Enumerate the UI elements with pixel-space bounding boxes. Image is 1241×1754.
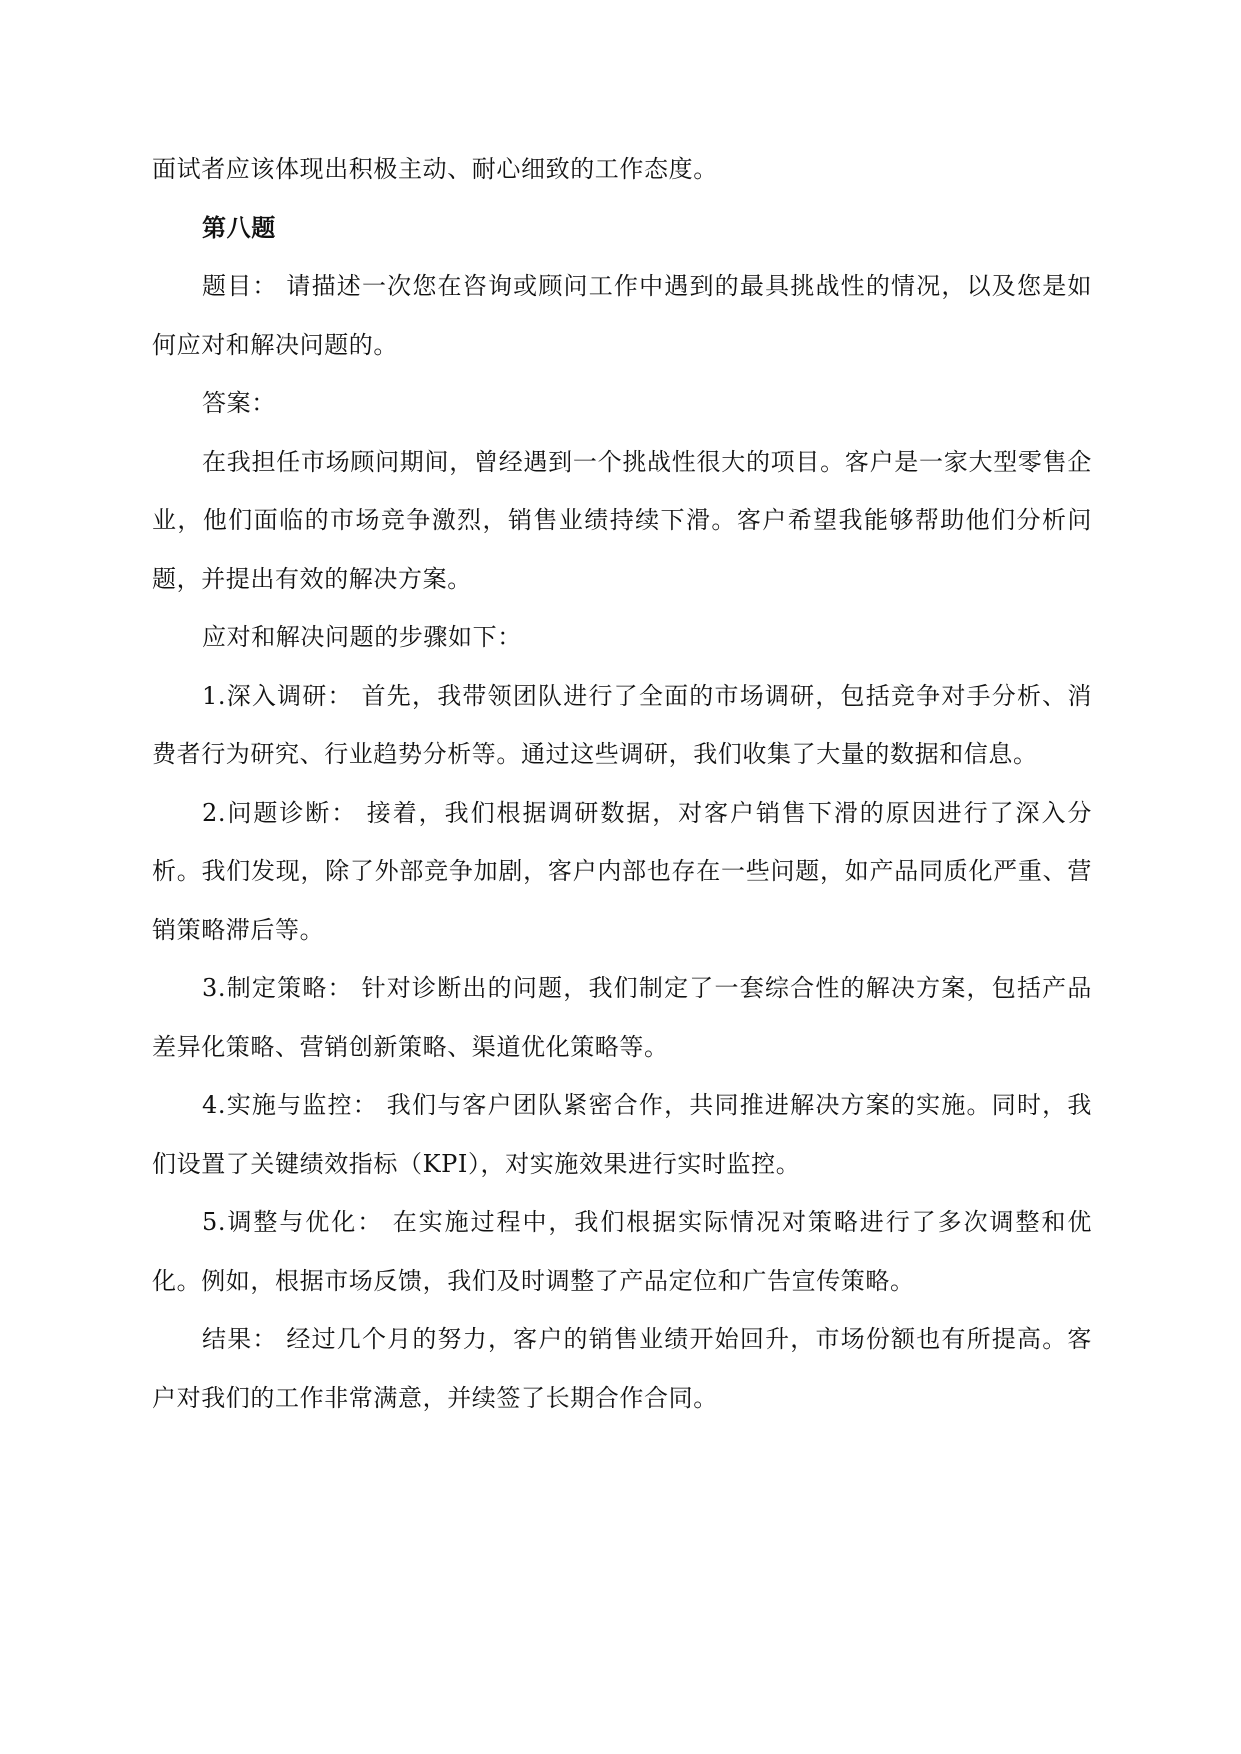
section-heading: 第八题 <box>202 212 276 242</box>
question-paragraph: 题目： 请描述一次您在咨询或顾问工作中遇到的最具挑战性的情况，以及您是如何应对和解决问题的。 <box>152 272 1092 359</box>
step-paragraph-3: 3.制定策略： 针对诊断出的问题，我们制定了一套综合性的解决方案，包括产品差异化策略、营销创新策略、渠道优化策略等。 <box>152 974 1092 1061</box>
carryover-paragraph: 面试者应该体现出积极主动、耐心细致的工作态度。 <box>152 155 718 183</box>
step-paragraph-2: 2.问题诊断： 接着，我们根据调研数据，对客户销售下滑的原因进行了深入分析。我们发现，除了外部竞争加剧，客户内部也存在一些问题，如产品同质化严重、营销策略滞后等。 <box>152 798 1092 944</box>
step-paragraph-1: 1.深入调研： 首先，我带领团队进行了全面的市场调研，包括竞争对手分析、消费者行为研究、行业趋势分析等。通过这些调研，我们收集了大量的数据和信息。 <box>152 681 1092 768</box>
intro-paragraph: 在我担任市场顾问期间，曾经遇到一个挑战性很大的项目。客户是一家大型零售企业，他们面临的市场竞争激烈，销售业绩持续下滑。客户希望我能够帮助他们分析问题，并提出有效的解决方案。 <box>152 447 1092 593</box>
step-paragraph-5: 5.调整与优化： 在实施过程中，我们根据实际情况对策略进行了多次调整和优化。例如，根据市场反馈，我们及时调整了产品定位和广告宣传策略。 <box>152 1208 1092 1295</box>
answer-label: 答案： <box>202 389 276 417</box>
step-paragraph-4: 4.实施与监控： 我们与客户团队紧密合作，共同推进解决方案的实施。同时，我们设置了关键绩效指标（KPI），对实施效果进行实时监控。 <box>152 1091 1092 1178</box>
result-paragraph: 结果： 经过几个月的努力，客户的销售业绩开始回升，市场份额也有所提高。客户对我们的工作非常满意，并续签了长期合作合同。 <box>152 1325 1092 1412</box>
document-body <box>152 140 1092 1427</box>
steps-intro: 应对和解决问题的步骤如下： <box>202 623 522 651</box>
